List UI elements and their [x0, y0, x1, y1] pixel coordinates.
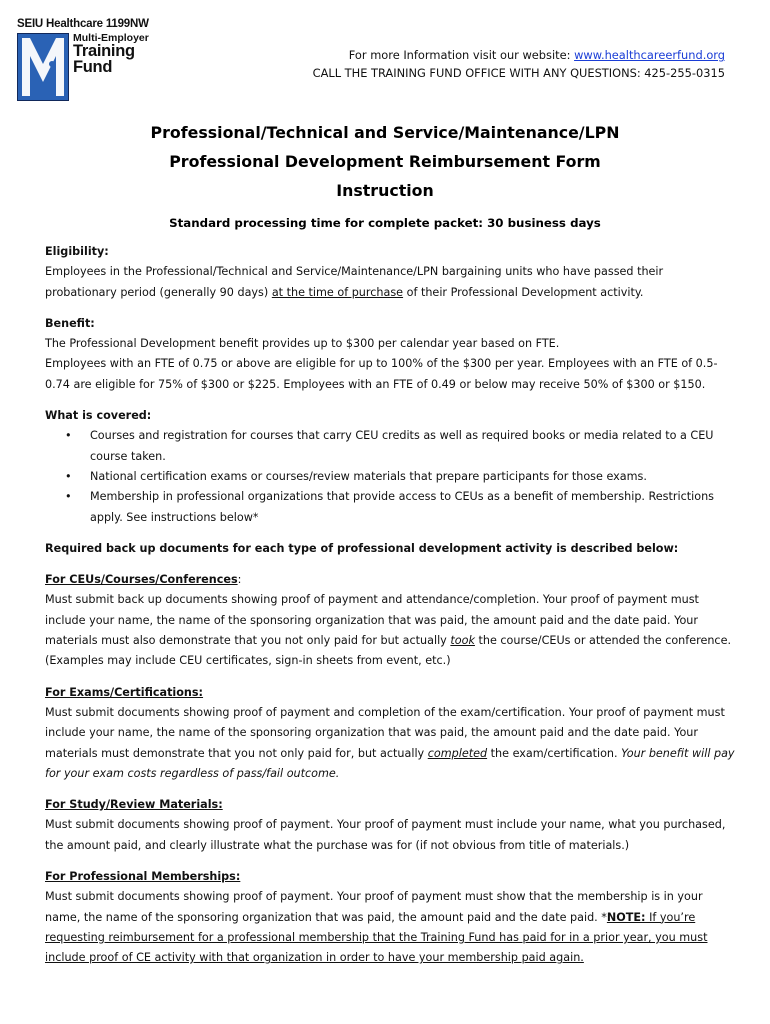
eligibility-section: [45, 242, 735, 303]
list-item: [65, 487, 735, 528]
benefit-line-1: The Professional Development benefit provides up to $300 per calendar year based on FTE.: [45, 337, 560, 351]
benefit-section: [45, 314, 735, 395]
logo-subtitle: Multi-Employer: [73, 32, 149, 44]
exams-text-a: Must submit documents showing proof of payment and completion of the exam/certification. Your proof of payment must include your name, the name of the sponsoring organization that was paid, the amount paid and the date paid. Your materials must demonstrate that you not only paid for, but actually: [45, 705, 725, 760]
exams-heading: For Exams/Certifications:: [45, 685, 204, 699]
memberships-note-text: If you’re requesting reimbursement for a professional membership that the Training Fund has paid for in a prior year, you must include proof of CE activity with that organization in order to have your membership paid again.: [45, 910, 708, 965]
ceus-heading-colon: :: [237, 573, 242, 587]
exams-text: [45, 703, 735, 784]
exams-text-italic: Your benefit will pay for your exam costs regardless of pass/fail outcome.: [45, 746, 735, 780]
ceus-heading-line: [45, 570, 735, 590]
eligibility-text-underlined: at the time of purchase: [271, 285, 404, 299]
ceus-text-emphasis: took: [450, 634, 475, 648]
covered-item-text: Membership in professional organizations that provide access to CEUs as a benefit of membership. Restrictions apply. See instructions below*: [90, 490, 715, 524]
eligibility-text-a: Employees in the Professional/Technical and Service/Maintenance/LPN bargaining units who have passed their probationary period (generally 90 days): [45, 265, 664, 299]
ceus-text-a: Must submit back up documents showing proof of payment and attendance/completion. Your proof of payment must include your name, the name of the sponsoring organization that was paid, the amount paid and the date paid. Your materials must also demonstrate that you not only paid for but actually: [45, 593, 699, 648]
training-fund-logo: [15, 18, 155, 100]
benefit-heading: Benefit:: [45, 316, 95, 330]
logo-word-training: Training: [73, 42, 135, 60]
contact-header: [313, 46, 725, 82]
eligibility-text: [45, 262, 735, 303]
ceus-text-b: the course/CEUs or attended the conference. (Examples may include CEU certificates, sign-in sheets from event, etc.): [45, 634, 732, 668]
required-docs-heading-section: [45, 539, 735, 559]
bullet-icon: •: [65, 490, 72, 504]
title-line-3: Instruction: [336, 181, 434, 200]
website-prefix: For more Information visit our website:: [348, 48, 575, 62]
memberships-heading: For Professional Memberships:: [45, 870, 241, 884]
required-docs-heading: Required back up documents for each type of professional development activity is described below:: [45, 541, 679, 555]
document-body: [45, 242, 735, 980]
covered-heading: What is covered:: [45, 409, 152, 423]
memberships-text-a: Must submit documents showing proof of payment. Your proof of payment must show that the membership is in your name, the name of the sponsoring organization that was paid, the amount paid and the date paid. *: [45, 890, 703, 924]
covered-item-text: Courses and registration for courses that carry CEU credits as well as required books or media related to a CEU course taken.: [90, 429, 714, 463]
covered-list: [45, 426, 735, 527]
eligibility-text-b: of their Professional Development activity.: [403, 285, 644, 299]
benefit-line-2: Employees with an FTE of 0.75 or above are eligible for up to 100% of the $300 per year. Employees with an FTE of 0.5-0.74 are eligible for 75% of $300 or $225. Employees with an FTE of 0.49 or below may receive 50% of $300 or $150.: [45, 357, 718, 391]
covered-section: [45, 406, 735, 528]
exams-text-b: the exam/certification.: [487, 746, 622, 760]
bullet-icon: •: [65, 429, 72, 443]
memberships-note-label: NOTE:: [606, 910, 646, 924]
study-text: Must submit documents showing proof of payment. Your proof of payment must include your name, what you purchased, the amount paid, and clearly illustrate what the purchase was for (if not obvious from title of materials.): [45, 818, 726, 852]
document-title: [0, 118, 770, 205]
bullet-icon: •: [65, 469, 72, 483]
study-heading: For Study/Review Materials:: [45, 798, 223, 812]
memberships-text: [45, 887, 735, 968]
website-line: [313, 46, 725, 64]
eligibility-heading: Eligibility:: [45, 245, 109, 258]
list-item: [65, 467, 735, 487]
logo-word-fund: Fund: [73, 58, 113, 76]
ceus-section: [45, 570, 735, 671]
ceus-text: [45, 590, 735, 671]
study-section: [45, 795, 735, 856]
exams-section: [45, 683, 735, 784]
processing-time-note: Standard processing time for complete packet: 30 business days: [169, 216, 601, 230]
logo-org-name: SEIU Healthcare 1199NW: [17, 18, 149, 30]
logo-emblem-icon: [17, 33, 69, 101]
title-line-1: Professional/Technical and Service/Maintenance/LPN: [150, 123, 620, 142]
title-line-2: Professional Development Reimbursement Form: [169, 152, 601, 171]
phone-line: CALL THE TRAINING FUND OFFICE WITH ANY QUESTIONS: 425-255-0315: [312, 66, 725, 80]
website-link[interactable]: www.healthcareerfund.org: [574, 48, 725, 62]
ceus-heading: For CEUs/Courses/Conferences: [45, 573, 238, 587]
exams-text-emphasis: completed: [427, 746, 488, 760]
memberships-section: [45, 867, 735, 968]
list-item: [65, 426, 735, 467]
covered-item-text: National certification exams or courses/review materials that prepare participants for those exams.: [90, 469, 647, 483]
